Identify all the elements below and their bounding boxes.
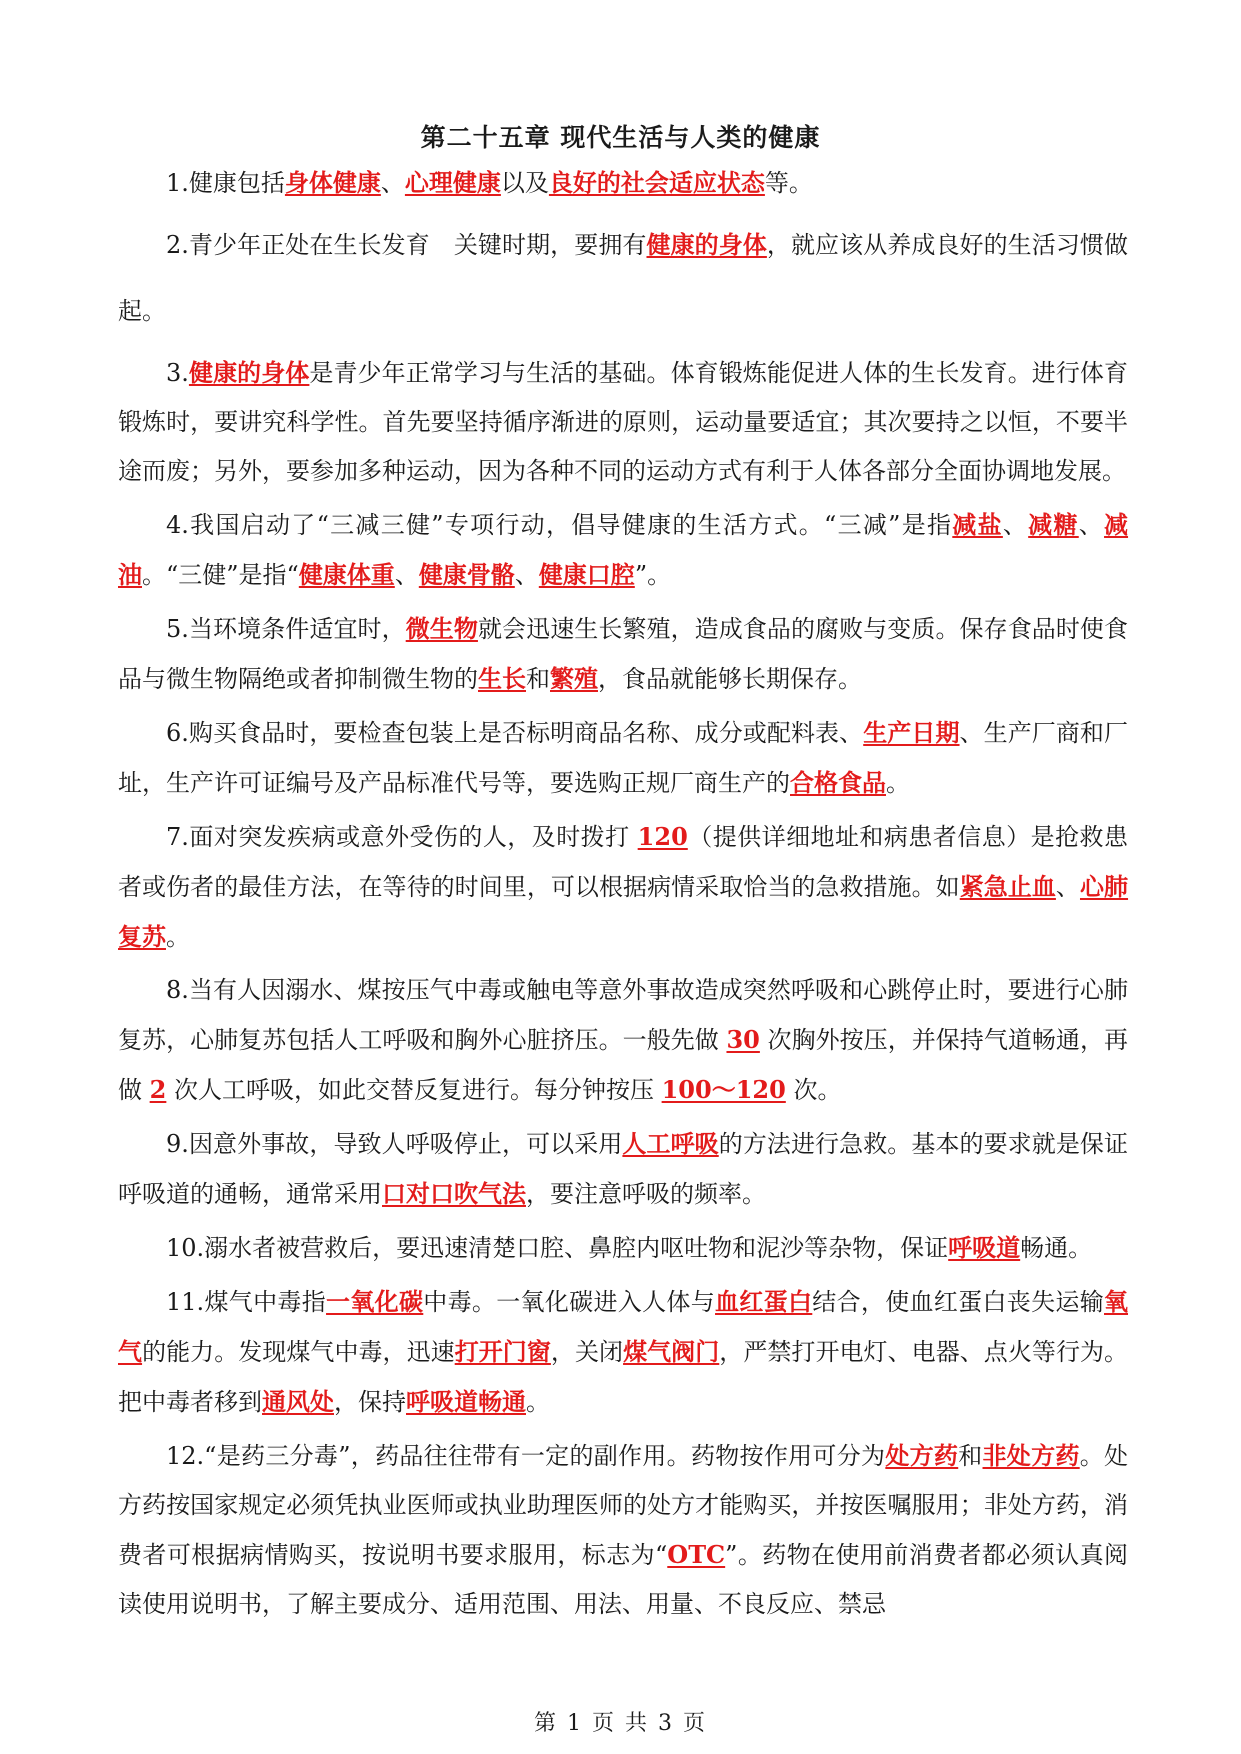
highlighted-term: 健康的身体 [646,230,767,259]
highlighted-term: 100～120 [661,1075,786,1104]
highlighted-term: 口对口吹气法 [382,1179,526,1208]
text-run: 6.购买食品时，要检查包装上是否标明商品名称、成分或配料表、 [166,719,864,747]
document-body [118,158,1128,1633]
text-run: 11.煤气中毒指 [166,1288,327,1316]
text-run: 的能力。发现煤气中毒，迅速 [142,1338,455,1366]
paragraph-8 [118,966,1128,1115]
highlighted-term: 氧气 [118,1287,1129,1366]
text-run: 的方法进行急救。基本的要求就是保证呼吸道的通畅，通常采用 [118,1130,1129,1208]
text-run: 次。 [785,1076,842,1104]
page-footer: 第 1 页 共 3 页 [534,1711,707,1736]
text-run: 和 [958,1442,983,1470]
text-run: ，要注意呼吸的频率。 [526,1180,766,1208]
highlighted-term: 心肺复苏 [118,872,1129,951]
text-run: 和 [526,665,550,693]
text-run: ，严禁打开电灯、电器、点火等行为。把中毒者移到 [118,1338,1129,1416]
text-run: 1.健康包括 [166,169,285,197]
paragraph-10 [118,1223,1128,1273]
highlighted-term: 呼吸道 [948,1233,1021,1262]
text-run: 以及 [500,169,549,197]
text-run: 。 [886,769,910,797]
text-run: ，保持 [334,1388,406,1416]
text-run: 就会迅速生长繁殖，造成食品的腐败与变质。保存食品时使食品与微生物隔绝或者抑制微生物的 [118,615,1129,693]
paragraph-3 [118,348,1128,496]
text-run: ，就应该从养成良好的生活习惯做起。 [118,231,1129,325]
paragraph-4 [118,500,1128,600]
text-run: 3. [166,359,189,387]
paragraph-9 [118,1119,1128,1219]
highlighted-term: 心理健康 [404,168,501,197]
text-run: 、 [514,561,539,589]
text-run: 4.我国启动了“三减三健”专项行动，倡导健康的生活方式。“三减”是指 [166,511,953,539]
highlighted-term: 2 [149,1075,167,1104]
highlighted-term: 煤气阀门 [623,1337,720,1366]
paragraph-7 [118,812,1128,962]
highlighted-term: 减油 [118,510,1129,589]
highlighted-term: 减盐 [952,510,1003,539]
text-run: 12.“是药三分毒”，药品往往带有一定的副作用。药物按作用可分为 [166,1442,886,1470]
highlighted-term: 生产日期 [863,718,960,747]
text-run: 结合，使血红蛋白丧失运输 [812,1288,1105,1316]
text-run: 5.当环境条件适宜时， [166,615,406,643]
highlighted-term: 呼吸道畅通 [406,1387,526,1416]
text-run: 次胸外按压，并保持气道畅通，再做 [118,1026,1128,1104]
highlighted-term: 一氧化碳 [326,1287,424,1316]
text-run: 、 [380,169,405,197]
highlighted-term: 健康体重 [298,560,395,589]
text-run: 。“三健”是指“ [142,561,299,589]
highlighted-term: 繁殖 [550,664,598,693]
text-run: 是青少年正常学习与生活的基础。体育锻炼能促进人体的生长发育。进行体育锻炼时，要讲究科学性。首先要坚持循序渐进的原则，运动量要适宜；其次要持之以恒，不要半途而废；另外，要参加多种运动，因为各种不同的运动方式有利于人体各部分全面协调地发展。 [118,359,1129,485]
chapter-title: 第二十五章 现代生活与人类的健康 [420,123,821,152]
text-run: 2.青少年正处在生长发育 关键时期，要拥有 [166,231,647,259]
paragraph-1 [118,158,1128,208]
highlighted-term: 减糖 [1028,510,1079,539]
highlighted-term: 健康骨骼 [418,560,515,589]
text-run: 。 [166,923,190,951]
text-run: 、 [1055,873,1080,901]
highlighted-term: 血红蛋白 [715,1287,813,1316]
paragraph-11 [118,1277,1128,1427]
highlighted-term: 生长 [478,664,526,693]
text-run: 9.因意外事故，导致人呼吸停止，可以采用 [166,1130,623,1158]
text-run: （提供详细地址和病患者信息）是抢救患者或伤者的最佳方法，在等待的时间里，可以根据病情采取恰当的急救措施。如 [118,823,1129,901]
text-run: ，关闭 [550,1338,624,1366]
text-run: 次人工呼吸，如此交替反复进行。每分钟按压 [166,1076,662,1104]
paragraph-12 [118,1431,1128,1629]
paragraph-5 [118,604,1128,704]
highlighted-term: 微生物 [405,614,478,643]
text-run: 、生产厂商和厂址，生产许可证编号及产品标准代号等，要选购正规厂商生产的 [118,719,1129,797]
text-run: ，食品就能够长期保存。 [598,665,862,693]
paragraph-2 [118,212,1128,344]
text-run: 、 [394,561,419,589]
text-run: 、 [1002,511,1029,539]
highlighted-term: 人工呼吸 [622,1129,719,1158]
text-run: 中毒。一氧化碳进入人体与 [423,1288,716,1316]
text-run: 10.溺水者被营救后，要迅速清楚口腔、鼻腔内呕吐物和泥沙等杂物，保证 [166,1234,949,1262]
text-run: 等。 [764,169,813,197]
text-run: 7.面对突发疾病或意外受伤的人，及时拨打 [166,823,638,851]
highlighted-term: 紧急止血 [959,872,1056,901]
text-run: 畅通。 [1020,1234,1093,1262]
highlighted-term: 合格食品 [790,768,886,797]
text-run: ”。药物在使用前消费者都必须认真阅读使用说明书，了解主要成分、适用范围、用法、用量、不良反应、禁忌 [118,1541,1128,1618]
highlighted-term: OTC [667,1540,726,1569]
highlighted-term: 处方药 [885,1441,959,1470]
highlighted-term: 通风处 [262,1387,334,1416]
highlighted-term: 120 [637,822,688,851]
highlighted-term: 非处方药 [982,1441,1080,1470]
highlighted-term: 身体健康 [284,168,381,197]
highlighted-term: 打开门窗 [454,1337,551,1366]
paragraph-6 [118,708,1128,808]
highlighted-term: 30 [726,1025,760,1054]
text-run: ”。 [634,561,672,589]
text-run: 。处方药按国家规定必须凭执业医师或执业助理医师的处方才能购买，并按医嘱服用；非处方药，消费者可根据病情购买，按说明书要求服用，标志为“ [118,1442,1128,1569]
text-run: 、 [1078,511,1105,539]
highlighted-term: 健康的身体 [188,358,310,387]
highlighted-term: 良好的社会适应状态 [548,168,765,197]
text-run: 。 [526,1388,550,1416]
highlighted-term: 健康口腔 [538,560,635,589]
text-run: 8.当有人因溺水、煤按压气中毒或触电等意外事故造成突然呼吸和心跳停止时，要进行心肺复苏，心肺复苏包括人工呼吸和胸外心脏挤压。一般先做 [118,976,1128,1054]
